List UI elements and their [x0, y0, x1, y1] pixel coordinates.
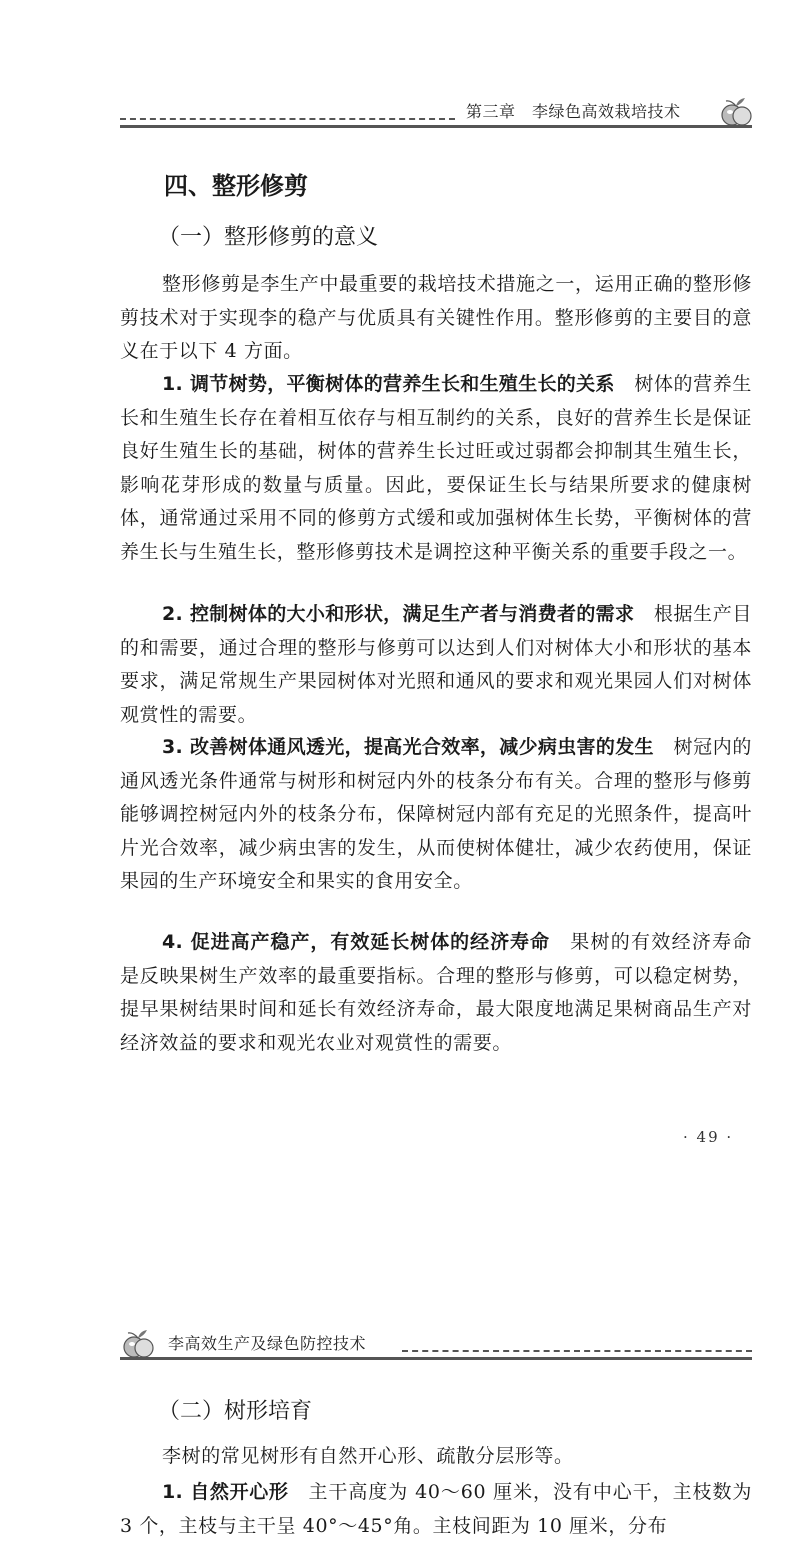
- item-lead: 4. 促进高产稳产，有效延长树体的经济寿命: [162, 931, 550, 953]
- header-dash-rule: [120, 118, 455, 120]
- subsection-title: （一）整形修剪的意义: [158, 225, 379, 250]
- item-paragraph: [120, 368, 752, 569]
- plum-fruit-icon: [718, 96, 754, 126]
- book-title: 李高效生产及绿色防控技术: [168, 1334, 367, 1353]
- item-body: 树体的营养生长和生殖生长存在着相互依存与相互制约的关系，良好的营养生长是保证良好生殖生长的基础，树体的营养生长过旺或过弱都会抑制其生殖生长，影响花芽形成的数量与质量。因此，要保证生长与结果所要求的健康树体，通常通过采用不同的修剪方式缓和或加强树体生长势，平衡树体的营养生长与生殖生长，整形修剪技术是调控这种平衡关系的重要手段之一。: [120, 373, 752, 563]
- item-paragraph: [120, 731, 752, 899]
- header-rule: [120, 1357, 752, 1360]
- subsection-title: （二）树形培育: [158, 1399, 313, 1424]
- item-lead: 3. 改善树体通风透光，提高光合效率，减少病虫害的发生: [162, 736, 654, 758]
- header-rule: [120, 125, 752, 128]
- header-dash-rule: [402, 1350, 752, 1352]
- item-body: 主干高度为 40～60 厘米，没有中心干，主枝数为 3 个，主枝与主干呈 40°～45°角。主枝间距为 10 厘米，分布: [120, 1481, 753, 1537]
- page-50: [0, 1290, 800, 1546]
- item-lead: 1. 调节树势，平衡树体的营养生长和生殖生长的关系: [162, 373, 615, 395]
- item-paragraph: [120, 1476, 752, 1543]
- plum-fruit-icon: [120, 1328, 156, 1358]
- page-number: · 49 ·: [683, 1128, 734, 1146]
- page-header: [120, 88, 752, 128]
- item-paragraph: [120, 598, 752, 732]
- section-title: 四、整形修剪: [164, 172, 308, 200]
- item-body: 果树的有效经济寿命是反映果树生产效率的最重要指标。合理的整形与修剪，可以稳定树势，提早果树结果时间和延长有效经济寿命，最大限度地满足果树商品生产对经济效益的要求和观光农业对观赏性的需要。: [120, 931, 752, 1054]
- item-body: 根据生产目的和需要，通过合理的整形与修剪可以达到人们对树体大小和形状的基本要求，满足常规生产果园树体对光照和通风的要求和观光果园人们对树体观赏性的需要。: [120, 603, 752, 726]
- chapter-title: 第三章 李绿色高效栽培技术: [466, 102, 681, 121]
- item-paragraph: [120, 926, 752, 1060]
- item-lead: 2. 控制树体的大小和形状，满足生产者与消费者的需求: [162, 603, 635, 625]
- item-body: 树冠内的通风透光条件通常与树形和树冠内外的枝条分布有关。合理的整形与修剪能够调控树冠内外的枝条分布，保障树冠内部有充足的光照条件，提高叶片光合效率，减少病虫害的发生，从而使树体健壮，减少农药使用，保证果园的生产环境安全和果实的食用安全。: [120, 736, 753, 892]
- page-header: [120, 1320, 752, 1360]
- intro-paragraph: 整形修剪是李生产中最重要的栽培技术措施之一，运用正确的整形修剪技术对于实现李的稳产与优质具有关键性作用。整形修剪的主要目的意义在于以下 4 方面。: [120, 273, 752, 362]
- item-lead: 1. 自然开心形: [162, 1481, 289, 1503]
- intro-paragraph: 李树的常见树形有自然开心形、疏散分层形等。: [162, 1445, 574, 1467]
